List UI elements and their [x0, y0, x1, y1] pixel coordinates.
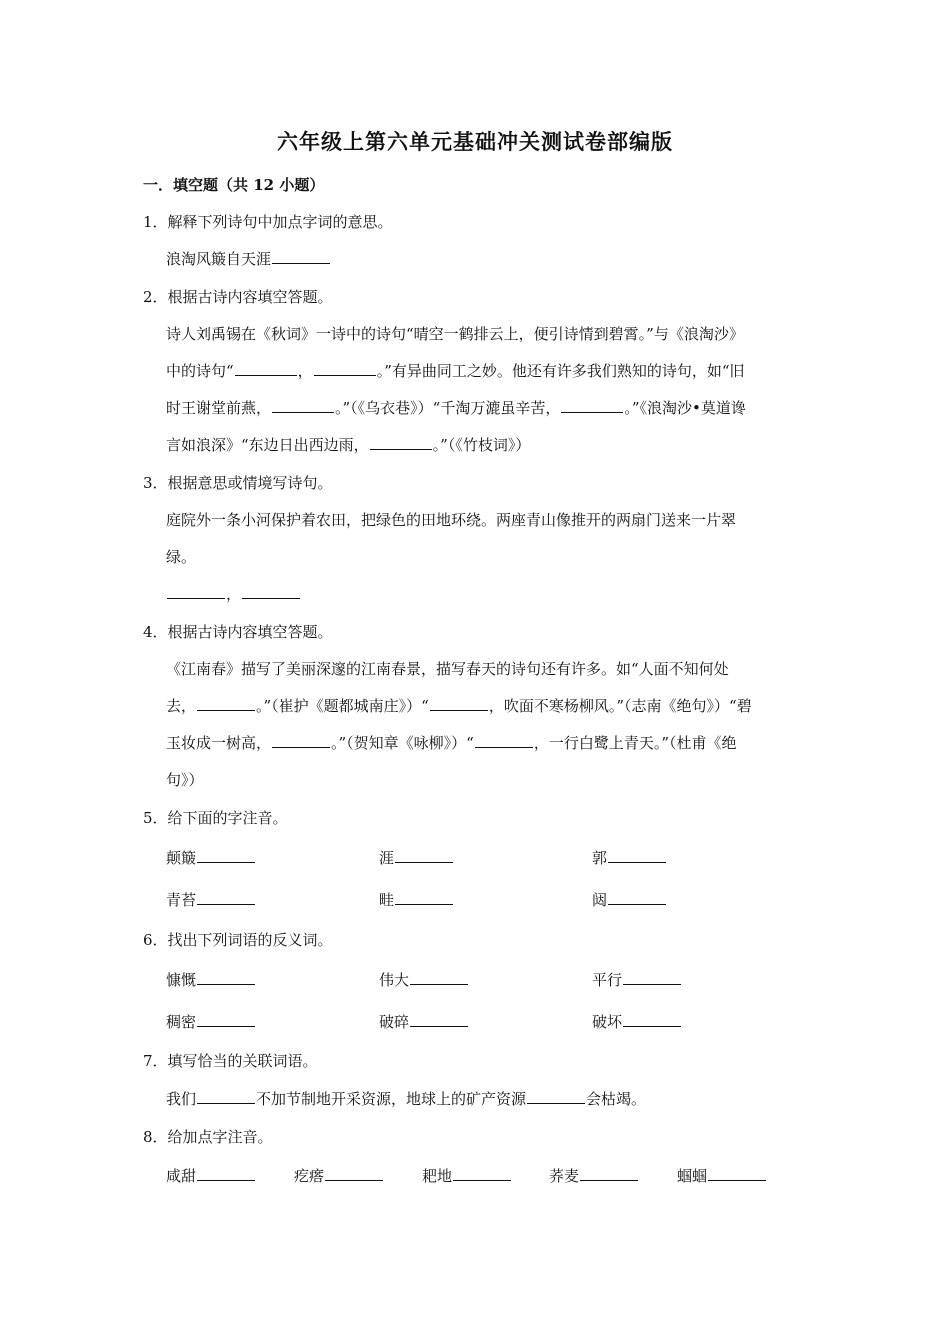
q5-item	[592, 890, 667, 910]
text: 。”（贺知章《咏柳》）“	[331, 734, 474, 752]
answer-blank[interactable]	[527, 1089, 585, 1104]
answer-blank[interactable]	[272, 398, 334, 413]
answer-blank[interactable]	[272, 249, 330, 264]
word: 伟大	[379, 971, 410, 989]
answer-blank[interactable]	[410, 970, 468, 985]
answer-blank[interactable]	[197, 848, 255, 863]
answer-blank[interactable]	[561, 398, 623, 413]
question-4-stem: 4．根据古诗内容填空答题。	[143, 623, 333, 641]
answer-blank[interactable]	[475, 733, 533, 748]
word: 涯	[379, 849, 395, 867]
answer-blank[interactable]	[370, 435, 432, 450]
text: 。”《浪淘沙•莫道谗	[624, 399, 746, 417]
answer-blank[interactable]	[623, 970, 681, 985]
question-3-answer-line	[166, 584, 301, 604]
q6-item	[166, 970, 256, 990]
word: 耙地	[422, 1167, 453, 1185]
answer-blank[interactable]	[197, 696, 255, 711]
question-4-line-1: 《江南春》描写了美丽深邃的江南春景，描写春天的诗句还有许多。如“人面不知何处	[166, 660, 729, 678]
text: 会枯竭。	[586, 1090, 647, 1108]
answer-blank[interactable]	[314, 361, 376, 376]
word: 蝈蝈	[677, 1167, 708, 1185]
section-heading: 一．填空题（共 12 小题）	[143, 176, 325, 194]
question-5-stem: 5．给下面的字注音。	[143, 809, 288, 827]
question-2-stem: 2．根据古诗内容填空答题。	[143, 288, 333, 306]
q6-item	[592, 1012, 682, 1032]
answer-blank[interactable]	[272, 733, 330, 748]
q8-item	[166, 1166, 256, 1186]
text: 去，	[166, 697, 197, 715]
q6-item	[592, 970, 682, 990]
answer-blank[interactable]	[197, 1089, 255, 1104]
question-8-stem: 8．给加点字注音。	[143, 1128, 273, 1146]
answer-blank[interactable]	[395, 890, 453, 905]
question-6-stem: 6．找出下列词语的反义词。	[143, 931, 333, 949]
word: 咸甜	[166, 1167, 197, 1185]
word: 郭	[592, 849, 608, 867]
q5-item	[166, 890, 256, 910]
word: 畦	[379, 891, 395, 909]
word: 平行	[592, 971, 623, 989]
answer-blank[interactable]	[242, 584, 300, 599]
word: 破碎	[379, 1013, 410, 1031]
word: 慷慨	[166, 971, 197, 989]
q5-item	[379, 890, 454, 910]
q8-item	[422, 1166, 512, 1186]
answer-blank[interactable]	[395, 848, 453, 863]
text: ，	[226, 585, 242, 603]
answer-blank[interactable]	[708, 1166, 766, 1181]
answer-blank[interactable]	[167, 584, 225, 599]
answer-blank[interactable]	[197, 890, 255, 905]
text: 言如浪深》“东边日出西边雨，	[166, 436, 369, 454]
q6-item	[379, 970, 469, 990]
question-2-line-4	[166, 435, 530, 455]
q5-item	[592, 848, 667, 868]
question-2-line-1: 诗人刘禹锡在《秋词》一诗中的诗句“晴空一鹤排云上，便引诗情到碧霄。”与《浪淘沙》	[166, 325, 744, 343]
answer-blank[interactable]	[453, 1166, 511, 1181]
q5-item	[166, 848, 256, 868]
answer-blank[interactable]	[580, 1166, 638, 1181]
question-1-line	[166, 249, 331, 269]
q1-text: 浪淘风簸自天涯	[166, 250, 272, 268]
q8-item	[549, 1166, 639, 1186]
text: 不加节制地开采资源，地球上的矿产资源	[256, 1090, 527, 1108]
text: 玉妆成一树高，	[166, 734, 272, 752]
answer-blank[interactable]	[430, 696, 488, 711]
text: 我们	[166, 1090, 197, 1108]
text: 时王谢堂前燕，	[166, 399, 272, 417]
question-2-line-3	[166, 398, 746, 418]
question-4-line-3	[166, 733, 737, 753]
word: 青苔	[166, 891, 197, 909]
text: 。”有异曲同工之妙。他还有许多我们熟知的诗句，如“旧	[376, 362, 745, 380]
word: 疙瘩	[294, 1167, 325, 1185]
q5-item	[379, 848, 454, 868]
question-7-stem: 7．填写恰当的关联词语。	[143, 1052, 318, 1070]
answer-blank[interactable]	[608, 848, 666, 863]
answer-blank[interactable]	[623, 1012, 681, 1027]
question-4-line-2	[166, 696, 752, 716]
answer-blank[interactable]	[325, 1166, 383, 1181]
q6-item	[166, 1012, 256, 1032]
text: ，吹面不寒杨柳风。”（志南《绝句》）“碧	[488, 697, 752, 715]
q8-item	[677, 1166, 767, 1186]
question-7-line	[166, 1089, 646, 1109]
answer-blank[interactable]	[235, 361, 297, 376]
word: 破坏	[592, 1013, 623, 1031]
word: 颠簸	[166, 849, 197, 867]
answer-blank[interactable]	[608, 890, 666, 905]
word: 闼	[592, 891, 608, 909]
page-title: 六年级上第六单元基础冲关测试卷部编版	[277, 129, 673, 154]
q6-item	[379, 1012, 469, 1032]
text: 中的诗句“	[166, 362, 234, 380]
text: ，一行白鹭上青天。”（杜甫《绝	[533, 734, 737, 752]
answer-blank[interactable]	[197, 1166, 255, 1181]
answer-blank[interactable]	[410, 1012, 468, 1027]
text: 。”（《竹枝词》）	[432, 436, 531, 454]
text: ，	[297, 362, 313, 380]
word: 稠密	[166, 1013, 197, 1031]
text: 。”（崔护《题都城南庄》）“	[256, 697, 429, 715]
question-1-stem: 1．解释下列诗句中加点字词的意思。	[143, 213, 393, 231]
question-3-line-2: 绿。	[166, 548, 197, 566]
question-3-line-1: 庭院外一条小河保护着农田，把绿色的田地环绕。两座青山像推开的两扇门送来一片翠	[166, 511, 737, 529]
question-4-line-4: 句》）	[166, 771, 204, 789]
q8-item	[294, 1166, 384, 1186]
question-2-line-2	[166, 361, 745, 381]
question-3-stem: 3．根据意思或情境写诗句。	[143, 474, 333, 492]
text: 。”（《乌衣巷》）“千淘万漉虽辛苦，	[335, 399, 561, 417]
word: 荞麦	[549, 1167, 580, 1185]
answer-blank[interactable]	[197, 1012, 255, 1027]
answer-blank[interactable]	[197, 970, 255, 985]
